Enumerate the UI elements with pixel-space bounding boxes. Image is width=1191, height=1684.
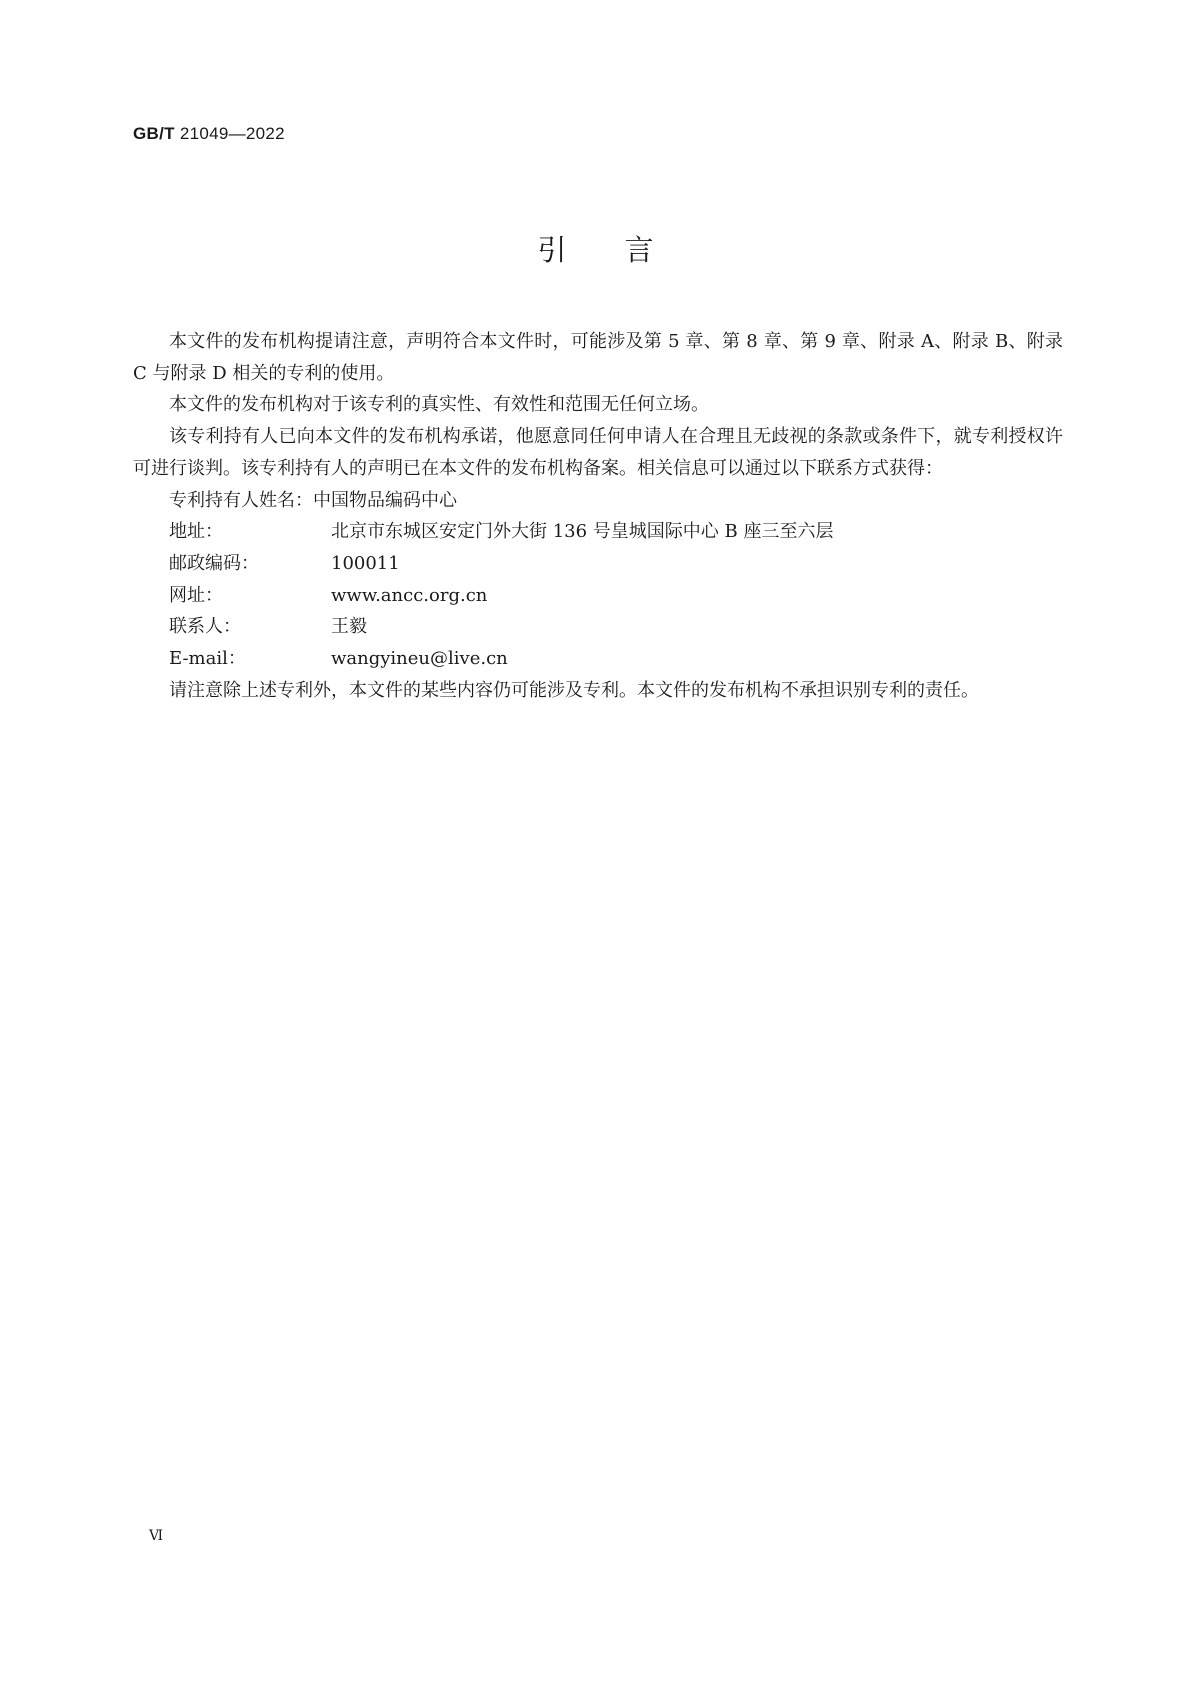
contact-holder-label: 专利持有人姓名：	[169, 489, 313, 511]
contact-postcode-row	[133, 548, 1063, 580]
document-body	[133, 326, 1063, 706]
contact-website-value: www.ancc.org.cn	[331, 584, 488, 606]
paragraph-position: 本文件的发布机构对于该专利的真实性、有效性和范围无任何立场。	[169, 394, 709, 416]
paragraph-patent-notice: 本文件的发布机构提请注意，声明符合本文件时，可能涉及第 5 章、第 8 章、第 9 章、附录 A、附录 B、附录 C 与附录 D 相关的专利的使用。	[133, 331, 1063, 384]
section-title	[0, 228, 1191, 269]
paragraph-commitment: 该专利持有人已向本文件的发布机构承诺，他愿意同任何申请人在合理且无歧视的条款或条件下，就专利授权许可进行谈判。该专利持有人的声明已在本文件的发布机构备案。相关信息可以通过以下联系方式获得：	[133, 426, 1063, 479]
title-char-1: 引	[537, 233, 567, 267]
contact-person-label: 联系人：	[169, 616, 241, 638]
contact-holder-value: 中国物品编码中心	[313, 489, 457, 511]
contact-person-value: 王毅	[331, 616, 367, 638]
contact-address-value: 北京市东城区安定门外大街 136 号皇城国际中心 B 座三至六层	[331, 521, 834, 543]
paragraph-disclaimer: 请注意除上述专利外，本文件的某些内容仍可能涉及专利。本文件的发布机构不承担识别专利的责任。	[169, 679, 979, 701]
contact-website-label: 网址：	[169, 584, 223, 606]
page-number: Ⅵ	[149, 1528, 164, 1544]
title-char-2: 言	[624, 233, 654, 267]
document-header-id	[133, 124, 285, 144]
contact-email-row	[133, 643, 1063, 675]
contact-holder-row	[133, 485, 1063, 517]
contact-postcode-value: 100011	[331, 552, 400, 574]
contact-email-value: wangyineu@live.cn	[331, 648, 508, 670]
contact-email-label: E-mail：	[169, 648, 246, 670]
contact-address-row	[133, 516, 1063, 548]
standard-code: GB/T	[133, 124, 175, 143]
contact-website-row	[133, 580, 1063, 612]
contact-address-label: 地址：	[169, 521, 223, 543]
standard-number: 21049—2022	[179, 124, 285, 143]
contact-person-row	[133, 611, 1063, 643]
contact-postcode-label: 邮政编码：	[169, 552, 259, 574]
